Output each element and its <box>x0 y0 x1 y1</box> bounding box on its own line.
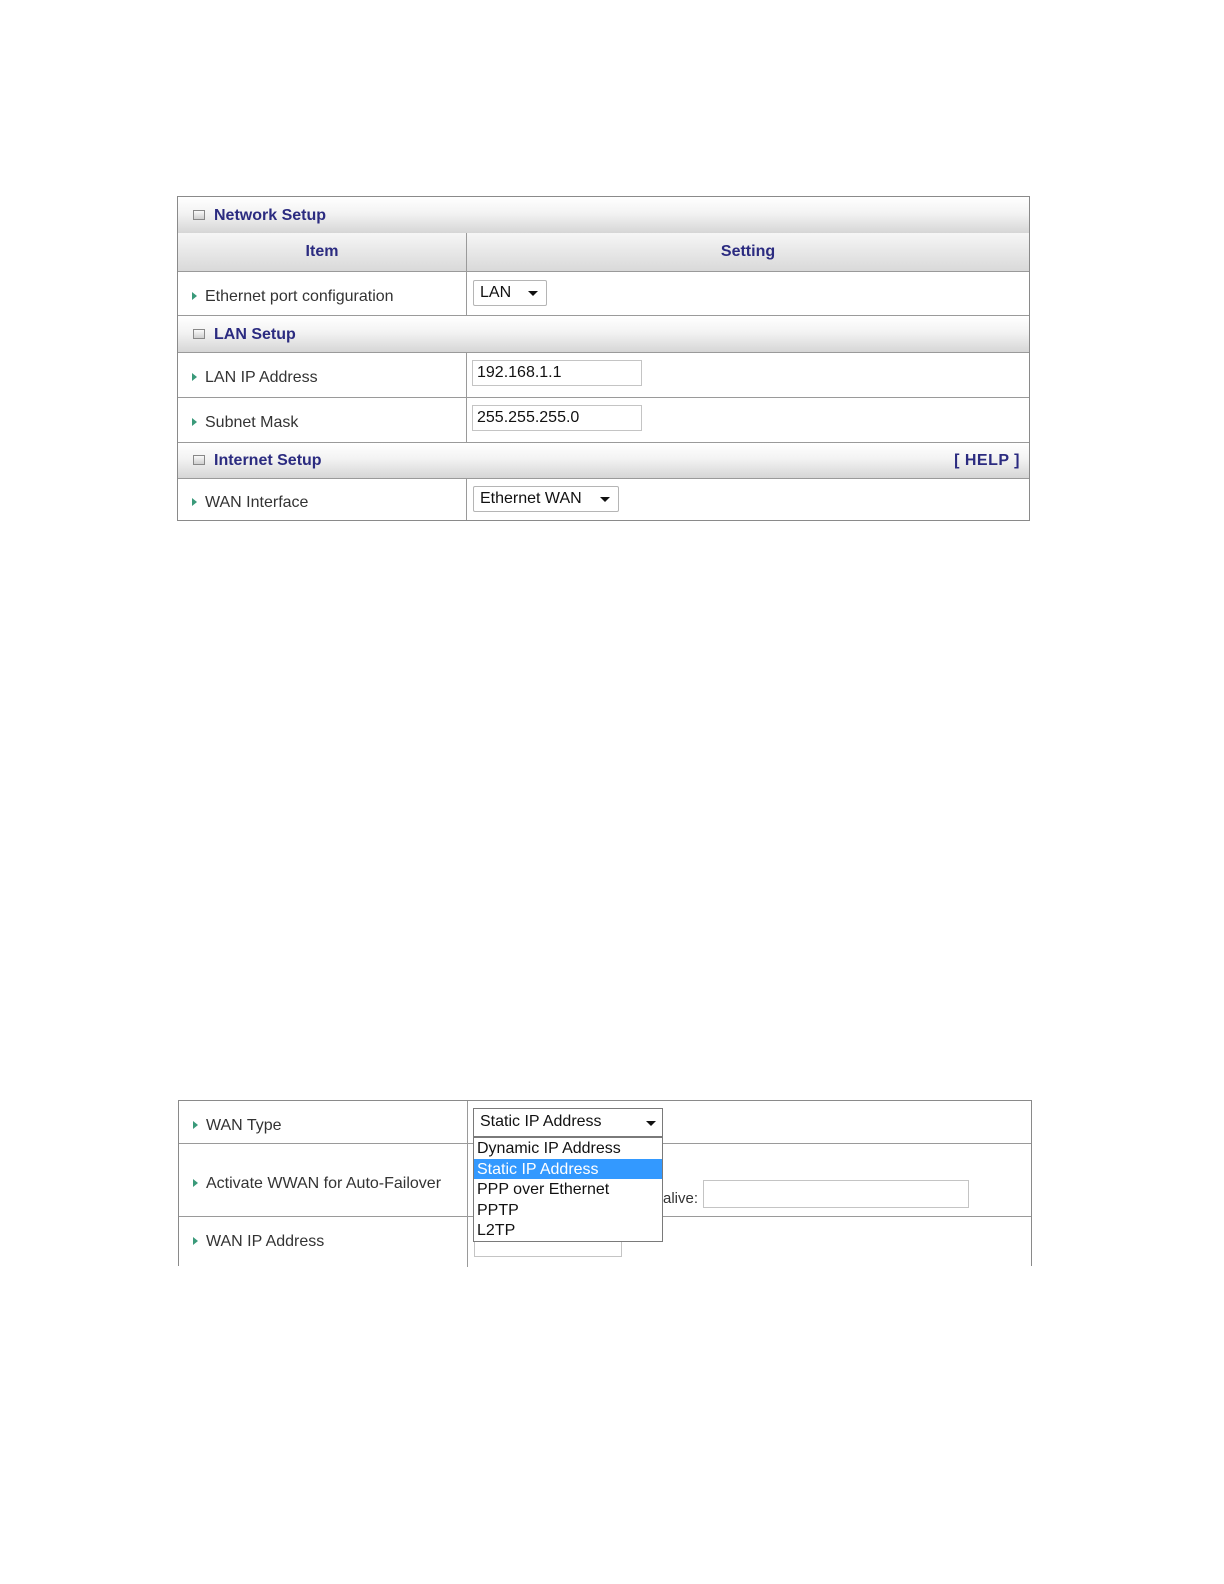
chevron-down-icon <box>646 1121 656 1126</box>
internet-setup-header <box>178 443 1029 479</box>
section-collapse-icon <box>193 455 205 465</box>
ethernet-port-label: Ethernet port configuration <box>192 288 394 306</box>
wan-interface-select[interactable]: Ethernet WAN <box>473 486 619 512</box>
wan-type-label: WAN Type <box>193 1117 282 1135</box>
column-setting-header: Setting <box>720 243 776 260</box>
column-item-header: Item <box>305 243 339 260</box>
row-arrow-icon <box>192 373 197 381</box>
row-arrow-icon <box>193 1179 198 1187</box>
wan-type-option-static[interactable]: Static IP Address <box>474 1159 662 1180</box>
lan-setup-header <box>178 316 1029 353</box>
subnet-mask-row <box>178 398 1029 443</box>
wwan-failover-label: Activate WWAN for Auto-Failover <box>193 1175 441 1193</box>
wan-type-option-dynamic[interactable]: Dynamic IP Address <box>477 1140 621 1157</box>
ethernet-port-select[interactable]: LAN <box>473 280 547 306</box>
wan-ip-label: WAN IP Address <box>193 1233 324 1251</box>
lan-ip-label: LAN IP Address <box>192 369 318 387</box>
wan-type-select[interactable]: Static IP Address <box>473 1108 663 1137</box>
wan-interface-row <box>178 479 1029 520</box>
lan-ip-input[interactable] <box>472 360 642 386</box>
network-setup-header <box>178 197 1029 234</box>
chevron-down-icon <box>600 497 610 502</box>
help-link[interactable]: [ HELP ] <box>954 452 1020 469</box>
network-setup-title: Network Setup <box>214 207 327 224</box>
wan-type-dropdown-list <box>473 1137 663 1242</box>
ethernet-port-row <box>178 272 1029 316</box>
column-header <box>178 233 1029 272</box>
row-arrow-icon <box>192 292 197 300</box>
section-collapse-icon <box>193 210 205 220</box>
wan-type-option-l2tp[interactable]: L2TP <box>477 1222 516 1240</box>
chevron-down-icon <box>528 291 538 296</box>
keep-alive-input[interactable] <box>703 1180 969 1208</box>
wan-type-option-pptp[interactable]: PPTP <box>477 1201 519 1219</box>
subnet-mask-input[interactable] <box>472 405 642 431</box>
keep-alive-label: alive: <box>663 1190 699 1207</box>
row-arrow-icon <box>192 498 197 506</box>
wan-type-option-pppoe[interactable]: PPP over Ethernet <box>477 1181 610 1199</box>
network-setup-panel <box>177 196 1030 521</box>
row-arrow-icon <box>193 1121 198 1129</box>
row-arrow-icon <box>192 418 197 426</box>
lan-ip-row <box>178 353 1029 398</box>
subnet-mask-label: Subnet Mask <box>192 414 298 432</box>
wan-interface-label: WAN Interface <box>192 494 308 512</box>
section-collapse-icon <box>193 329 205 339</box>
internet-setup-title: Internet Setup <box>214 452 322 469</box>
lan-setup-title: LAN Setup <box>214 326 296 343</box>
row-arrow-icon <box>193 1237 198 1245</box>
